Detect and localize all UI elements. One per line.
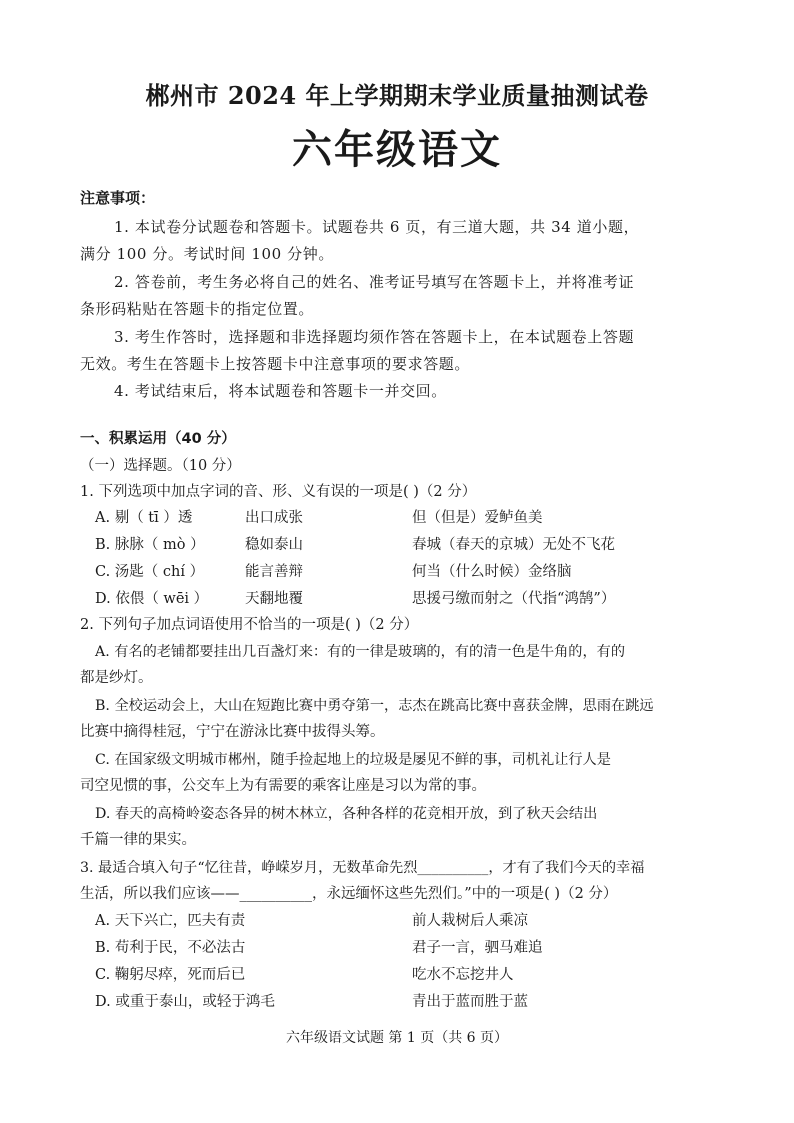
exam-title: 郴州市 2024 年上学期期末学业质量抽测试卷 xyxy=(145,81,649,110)
question-stem: 2. 下列句子加点词语使用不恰当的一项是( )（2 分） xyxy=(80,617,419,633)
q1-option-c-meaning: 何当（什么时候）金络脑 xyxy=(412,564,572,580)
notice-line: 3. 考生作答时，选择题和非选择题均须作答在答题卡上，在本试题卷上答题 xyxy=(114,328,635,346)
page-footer: 六年级语文试题 第 1 页（共 6 页） xyxy=(285,1030,509,1046)
q3-option-c-right: 吃水不忘挖井人 xyxy=(412,967,514,983)
notice-line: 2. 答卷前，考生务必将自己的姓名、准考证号填写在答题卡上，并将准考证 xyxy=(114,273,635,291)
q2-option-c-cont: 司空见惯的事，公交车上为有需要的乘客让座是习以为常的事。 xyxy=(80,778,486,794)
subsection-heading: （一）选择题。（10 分） xyxy=(80,458,241,474)
q1-option-a-idiom: 出口成张 xyxy=(245,510,303,526)
q1-option-b-idiom: 稳如泰山 xyxy=(245,537,303,553)
q1-option-b-word: B. 脉脉（ mò ） xyxy=(95,537,205,553)
q3-option-d-right: 青出于蓝而胜于蓝 xyxy=(412,994,528,1010)
subject-title: 六年级语文 xyxy=(292,126,502,173)
q1-option-b-meaning: 春城（春天的京城）无处不飞花 xyxy=(412,537,615,553)
q1-option-c-idiom: 能言善辩 xyxy=(245,564,303,580)
notice-line: 满分 100 分。考试时间 100 分钟。 xyxy=(80,245,334,263)
q1-option-a-meaning: 但（但是）爱鲈鱼美 xyxy=(412,510,543,526)
q2-option-c: C. 在国家级文明城市郴州，随手捡起地上的垃圾是屡见不鲜的事，司机礼让行人是 xyxy=(95,752,611,768)
section-heading: 一、积累运用（40 分） xyxy=(80,431,236,447)
q1-option-a-word: A. 剔（ tī ）透 xyxy=(95,510,193,526)
q3-option-a-right: 前人栽树后人乘凉 xyxy=(412,913,528,929)
q3-option-a-left: A. 天下兴亡，匹夫有责 xyxy=(95,913,246,929)
q1-option-d-meaning: 思援弓缴而射之（代指“鸿鹄”） xyxy=(412,591,616,607)
q2-option-d-cont: 千篇一律的果实。 xyxy=(80,832,196,848)
q3-option-b-right: 君子一言，驷马难追 xyxy=(412,940,543,956)
question-stem: 1. 下列选项中加点字词的音、形、义有误的一项是( )（2 分） xyxy=(80,484,477,500)
q3-option-d-left: D. 或重于泰山，或轻于鸿毛 xyxy=(95,994,275,1010)
notice-line: 无效。考生在答题卡上按答题卡中注意事项的要求答题。 xyxy=(80,355,471,373)
q1-option-d-idiom: 天翻地覆 xyxy=(245,591,303,607)
notice-line: 1. 本试卷分试题卷和答题卡。试题卷共 6 页，有三道大题，共 34 道小题， xyxy=(114,218,640,236)
question-stem-cont: 生活，所以我们应该——__________，永远缅怀这些先烈们。”中的一项是( )（2 分） xyxy=(80,886,618,902)
q2-option-a-cont: 都是纱灯。 xyxy=(80,670,153,686)
q2-option-a: A. 有名的老铺都要挂出几百盏灯来：有的一律是玻璃的，有的清一色是牛角的，有的 xyxy=(95,644,626,660)
q2-option-d: D. 春天的高椅岭姿态各异的树木林立，各种各样的花竞相开放，到了秋天会结出 xyxy=(95,806,598,822)
notice-line: 条形码粘贴在答题卡的指定位置。 xyxy=(80,300,315,318)
q2-option-b: B. 全校运动会上，大山在短跑比赛中勇夺第一，志杰在跳高比赛中喜获金牌，思雨在跳远 xyxy=(95,698,654,714)
q1-option-d-word: D. 依偎（ wēi ） xyxy=(95,591,209,607)
notice-heading: 注意事项： xyxy=(80,189,156,207)
q2-option-b-cont: 比赛中摘得桂冠，宁宁在游泳比赛中拔得头筹。 xyxy=(80,724,385,740)
q3-option-b-left: B. 苟利于民，不必法古 xyxy=(95,940,246,956)
q3-option-c-left: C. 鞠躬尽瘁，死而后已 xyxy=(95,967,246,983)
question-stem: 3. 最适合填入句子“忆往昔，峥嵘岁月，无数革命先烈__________，才有了我们今天的幸福 xyxy=(80,860,645,876)
q1-option-c-word: C. 汤匙（ chí ） xyxy=(95,564,205,580)
notice-line: 4. 考试结束后，将本试题卷和答题卡一并交回。 xyxy=(114,382,447,400)
